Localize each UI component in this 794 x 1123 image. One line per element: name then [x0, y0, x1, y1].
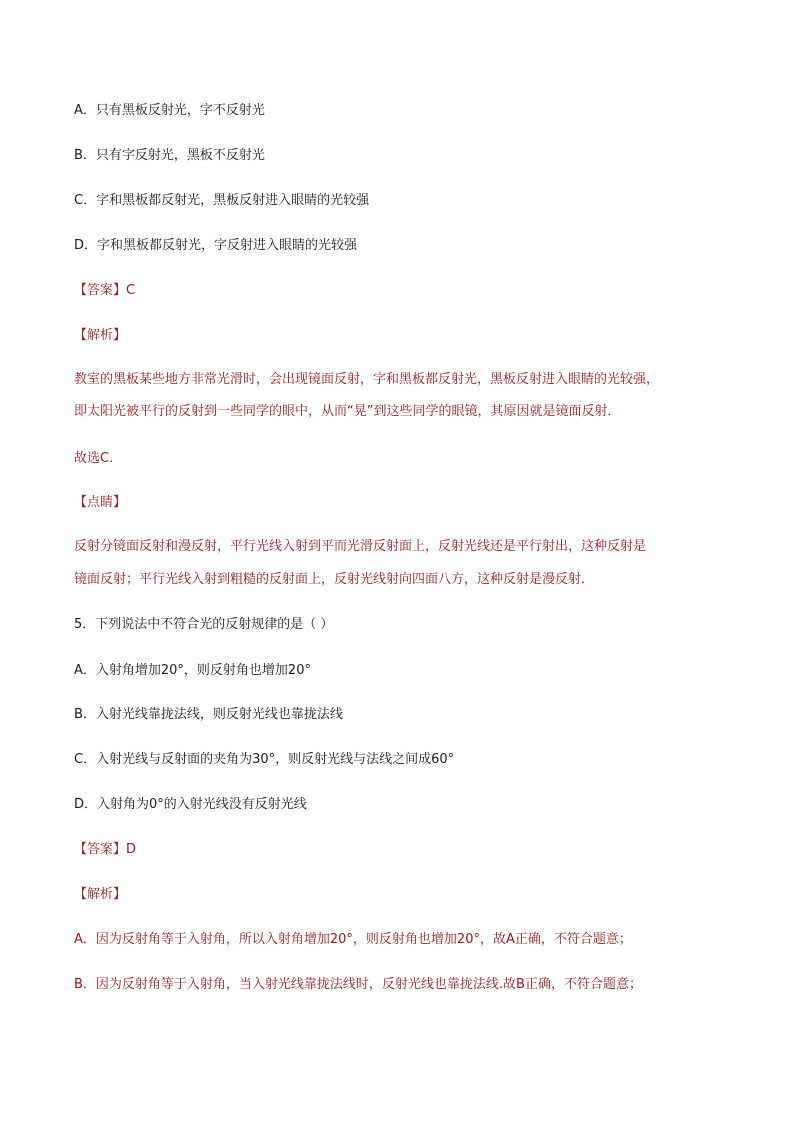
q5-analysis-tag: 【解析】 [74, 887, 127, 902]
q4-comment-tag: 【点睛】 [74, 495, 127, 510]
answer-tag: 【答案】 [74, 283, 127, 298]
q5-option-a: A．入射角增加20°，则反射角也增加20° [74, 663, 311, 678]
q4-option-c: C．字和黑板都反射光，黑板反射进入眼睛的光较强 [74, 193, 370, 208]
q5-analysis-b: B．因为反射角等于入射角，当入射光线靠拢法线时，反射光线也靠拢法线.故B正确，不符合题意； [74, 977, 642, 992]
q4-option-d: D．字和黑板都反射光，字反射进入眼睛的光较强 [74, 238, 358, 253]
q4-option-a: A．只有黑板反射光，字不反射光 [74, 103, 265, 118]
q4-comment-line-2: 镜面反射；平行光线入射到粗糙的反射面上，反射光线射向四面八方，这种反射是漫反射． [74, 572, 595, 587]
q4-analysis-tag: 【解析】 [74, 328, 127, 343]
q5-answer [74, 841, 136, 859]
q4-analysis-line-1: 教室的黑板某些地方非常光滑时，会出现镜面反射，字和黑板都反射光，黑板反射进入眼睛的光较强， [74, 372, 660, 387]
q4-answer [74, 282, 135, 300]
q4-option-b: B．只有字反射光，黑板不反射光 [74, 148, 265, 163]
q5-option-c: C．入射光线与反射面的夹角为30°，则反射光线与法线之间成60° [74, 752, 455, 767]
q5-option-d: D．入射角为0°的入射光线没有反射光线 [74, 797, 307, 812]
answer-value: D [126, 842, 137, 857]
q5-option-b: B．入射光线靠拢法线，则反射光线也靠拢法线 [74, 707, 343, 722]
q5-question: 5．下列说法中不符合光的反射规律的是（ ） [74, 617, 334, 632]
q4-analysis-line-2: 即太阳光被平行的反射到一些同学的眼中，从而“晃”到这些同学的眼镜，其原因就是镜面反射． [74, 404, 621, 419]
q4-choice: 故选C. [74, 451, 114, 466]
q4-comment-line-1: 反射分镜面反射和漫反射，平行光线入射到平而光滑反射面上，反射光线还是平行射出，这种反射是 [74, 539, 647, 554]
answer-value: C [126, 283, 136, 298]
answer-tag: 【答案】 [74, 842, 127, 857]
q5-analysis-a: A．因为反射角等于入射角，所以入射角增加20°，则反射角也增加20°，故A正确，不符合题意； [74, 932, 632, 947]
